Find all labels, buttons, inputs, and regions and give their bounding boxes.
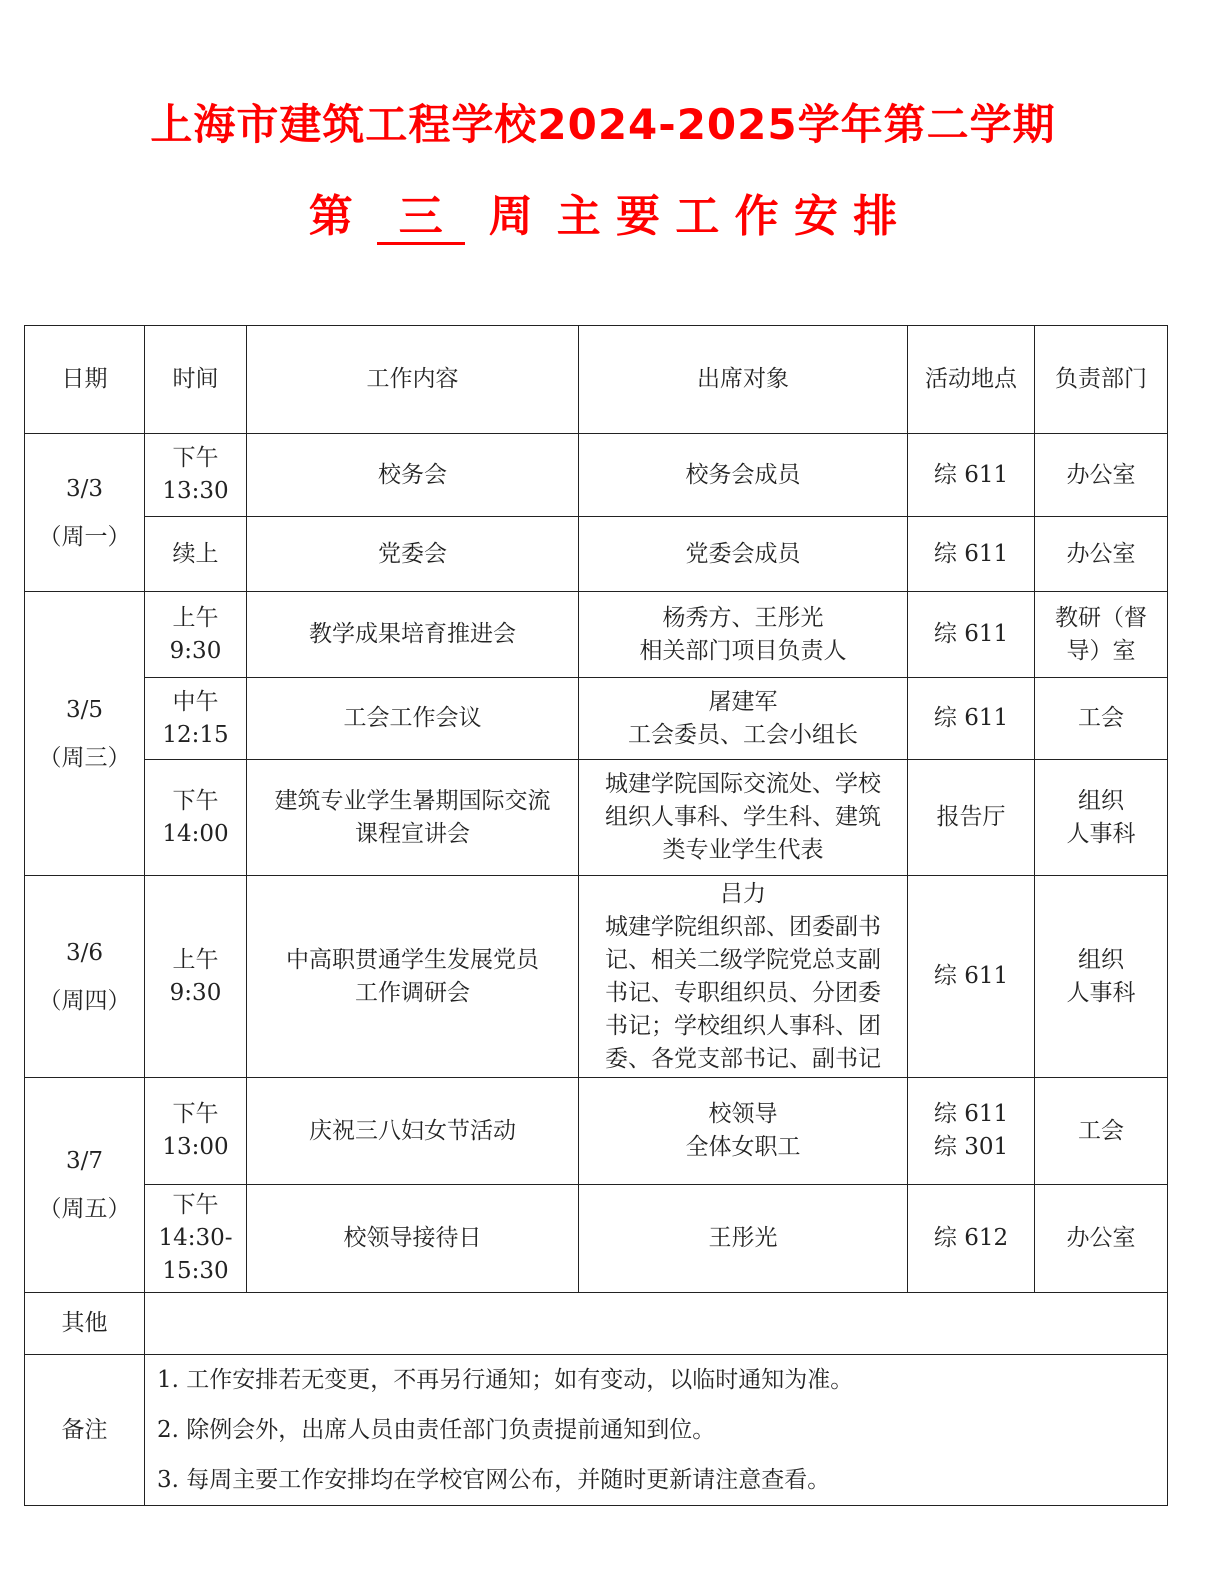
content-cell <box>247 876 579 1078</box>
attendees-cell-line: 杨秀方、王彤光 <box>662 604 824 631</box>
notes-list <box>145 1355 1168 1506</box>
dept-cell <box>1035 678 1168 760</box>
time-cell <box>145 760 247 876</box>
attendees-cell <box>579 517 908 592</box>
location-cell <box>908 876 1035 1078</box>
content-cell <box>247 760 579 876</box>
location-cell-line: 综 301 <box>933 1134 1009 1160</box>
table-row <box>25 434 1168 517</box>
content-cell-line: 校务会 <box>378 461 447 488</box>
attendees-cell-line: 党委会成员 <box>685 540 801 567</box>
attendees-cell-line: 吕力 <box>720 880 766 907</box>
time-cell-line: 14:30- <box>158 1225 233 1251</box>
time-cell-line: 下午 <box>172 1192 219 1218</box>
dept-cell <box>1035 760 1168 876</box>
location-cell <box>908 760 1035 876</box>
content-cell <box>247 1185 579 1293</box>
document-title: 上海市建筑工程学校2024-2025学年第二学期 <box>150 100 1056 149</box>
table-row <box>25 760 1168 876</box>
other-label: 其他 <box>25 1293 145 1355</box>
dept-cell <box>1035 434 1168 517</box>
time-cell <box>145 434 247 517</box>
note-item: 2. 除例会外，出席人员由责任部门负责提前通知到位。 <box>157 1417 716 1443</box>
table-row <box>25 678 1168 760</box>
time-cell-line: 下午 <box>172 1101 219 1127</box>
dept-cell <box>1035 592 1168 678</box>
time-cell-line: 13:30 <box>162 478 229 504</box>
table-row <box>25 592 1168 678</box>
attendees-cell-line: 王彤光 <box>708 1225 778 1251</box>
notes-row <box>25 1355 1168 1506</box>
time-cell <box>145 1078 247 1185</box>
content-cell-line: 工会工作会议 <box>343 705 482 731</box>
date-value: 3/5 <box>65 696 103 723</box>
dept-cell-line: 教研（督 <box>1055 604 1147 631</box>
attendees-cell <box>579 1078 908 1185</box>
time-cell <box>145 678 247 760</box>
attendees-cell-line: 城建学院国际交流处、学校 <box>605 771 881 797</box>
date-cell <box>25 876 145 1078</box>
location-cell <box>908 678 1035 760</box>
weekday-value: （周一） <box>38 523 131 550</box>
time-cell-line: 13:00 <box>162 1134 229 1160</box>
dept-cell-line: 办公室 <box>1066 461 1136 488</box>
attendees-cell <box>579 876 908 1078</box>
dept-cell-line: 组织 <box>1078 946 1124 973</box>
date-value: 3/3 <box>65 475 103 502</box>
weekday-value: （周三） <box>38 744 131 771</box>
schedule-table <box>24 325 1168 1506</box>
content-cell-line: 校领导接待日 <box>343 1225 482 1251</box>
location-cell-line: 综 611 <box>933 1101 1009 1127</box>
attendees-cell <box>579 592 908 678</box>
table-row <box>25 1078 1168 1185</box>
location-cell <box>908 517 1035 592</box>
time-cell-line: 9:30 <box>169 979 222 1006</box>
note-item: 1. 工作安排若无变更，不再另行通知；如有变动，以临时通知为准。 <box>157 1367 854 1393</box>
time-cell-line: 上午 <box>172 604 219 631</box>
attendees-cell-line: 屠建军 <box>708 688 778 715</box>
table-row <box>25 876 1168 1078</box>
content-cell <box>247 517 579 592</box>
table-row <box>25 517 1168 592</box>
attendees-cell-line: 城建学院组织部、团委副书 <box>605 913 881 940</box>
content-cell <box>247 434 579 517</box>
dept-cell <box>1035 876 1168 1078</box>
attendees-cell-line: 组织人事科、学生科、建筑 <box>605 804 881 830</box>
attendees-cell-line: 校务会成员 <box>685 461 801 488</box>
dept-cell <box>1035 517 1168 592</box>
content-cell-line: 工作调研会 <box>355 979 470 1006</box>
date-cell <box>25 434 145 592</box>
dept-cell-line: 办公室 <box>1066 540 1136 567</box>
location-cell <box>908 1078 1035 1185</box>
dept-cell-line: 工会 <box>1078 1117 1124 1144</box>
location-cell-line: 综 611 <box>933 705 1009 731</box>
weekday-value: （周四） <box>38 987 131 1014</box>
attendees-cell <box>579 434 908 517</box>
attendees-cell-line: 类专业学生代表 <box>662 837 824 863</box>
other-row <box>25 1293 1168 1355</box>
time-cell-line: 12:15 <box>162 721 229 748</box>
weekday-value: （周五） <box>38 1196 131 1222</box>
week-title <box>0 180 1206 245</box>
time-cell <box>145 517 247 592</box>
location-cell-line: 综 612 <box>933 1225 1009 1251</box>
content-cell-line: 课程宣讲会 <box>355 820 470 847</box>
location-cell-line: 综 611 <box>933 540 1009 567</box>
time-cell-line: 下午 <box>172 445 219 471</box>
attendees-cell-line: 相关部门项目负责人 <box>639 637 847 664</box>
time-cell <box>145 876 247 1078</box>
attendees-cell-line: 委、各党支部书记、副书记 <box>605 1045 881 1072</box>
dept-cell-line: 组织 <box>1078 787 1124 814</box>
dept-cell-line: 人事科 <box>1066 820 1136 847</box>
content-cell <box>247 592 579 678</box>
location-cell <box>908 1185 1035 1293</box>
note-item: 3. 每周主要工作安排均在学校官网公布，并随时更新请注意查看。 <box>157 1467 831 1493</box>
dept-cell <box>1035 1078 1168 1185</box>
dept-cell-line: 人事科 <box>1066 979 1136 1006</box>
week-number: 三 <box>377 192 465 245</box>
date-value: 3/6 <box>65 939 103 966</box>
attendees-cell-line: 工会委员、工会小组长 <box>628 721 858 748</box>
time-cell-line: 续上 <box>172 540 219 567</box>
attendees-cell-line: 记、相关二级学院党总支副 <box>605 946 881 973</box>
time-cell-line: 14:00 <box>162 820 229 847</box>
location-cell-line: 综 611 <box>933 621 1009 647</box>
header-cell: 时间 <box>145 326 247 434</box>
content-cell-line: 庆祝三八妇女节活动 <box>309 1117 516 1144</box>
date-value: 3/7 <box>65 1148 103 1174</box>
time-cell-line: 15:30 <box>162 1258 229 1284</box>
table-row <box>25 1185 1168 1293</box>
header-cell: 日期 <box>25 326 145 434</box>
location-cell-line: 报告厅 <box>936 804 1006 830</box>
location-cell <box>908 592 1035 678</box>
time-cell-line: 上午 <box>172 946 219 973</box>
week-title-rest: 主 要 工 作 安 排 <box>556 191 898 242</box>
content-cell <box>247 1078 579 1185</box>
other-value <box>145 1293 1168 1355</box>
attendees-cell-line: 全体女职工 <box>685 1134 801 1160</box>
week-title-zhou: 周 <box>488 191 533 242</box>
time-cell <box>145 1185 247 1293</box>
content-cell-line: 建筑专业学生暑期国际交流 <box>274 787 551 814</box>
attendees-cell <box>579 1185 908 1293</box>
content-cell-line: 中高职贯通学生发展党员 <box>286 946 539 973</box>
dept-cell-line: 办公室 <box>1066 1225 1136 1251</box>
attendees-cell-line: 书记、专职组织员、分团委 <box>605 979 881 1006</box>
attendees-cell <box>579 760 908 876</box>
week-title-di: 第 <box>308 191 353 242</box>
header-cell: 工作内容 <box>247 326 579 434</box>
dept-cell-line: 导）室 <box>1066 637 1136 664</box>
date-cell <box>25 1078 145 1293</box>
time-cell-line: 9:30 <box>169 637 222 664</box>
time-cell <box>145 592 247 678</box>
content-cell-line: 党委会 <box>378 540 447 567</box>
content-cell <box>247 678 579 760</box>
time-cell-line: 中午 <box>172 688 219 715</box>
dept-cell-line: 工会 <box>1078 705 1124 731</box>
location-cell-line: 综 611 <box>933 963 1009 989</box>
location-cell-line: 综 611 <box>933 461 1009 488</box>
dept-cell <box>1035 1185 1168 1293</box>
attendees-cell-line: 校领导 <box>708 1101 778 1127</box>
notes-label: 备注 <box>25 1355 145 1506</box>
content-cell-line: 教学成果培育推进会 <box>309 621 516 647</box>
header-cell: 活动地点 <box>908 326 1035 434</box>
attendees-cell <box>579 678 908 760</box>
attendees-cell-line: 书记；学校组织人事科、团 <box>605 1012 881 1039</box>
header-cell: 出席对象 <box>579 326 908 434</box>
header-row <box>25 326 1168 434</box>
date-cell <box>25 592 145 876</box>
time-cell-line: 下午 <box>172 787 219 814</box>
location-cell <box>908 434 1035 517</box>
header-cell: 负责部门 <box>1035 326 1168 434</box>
